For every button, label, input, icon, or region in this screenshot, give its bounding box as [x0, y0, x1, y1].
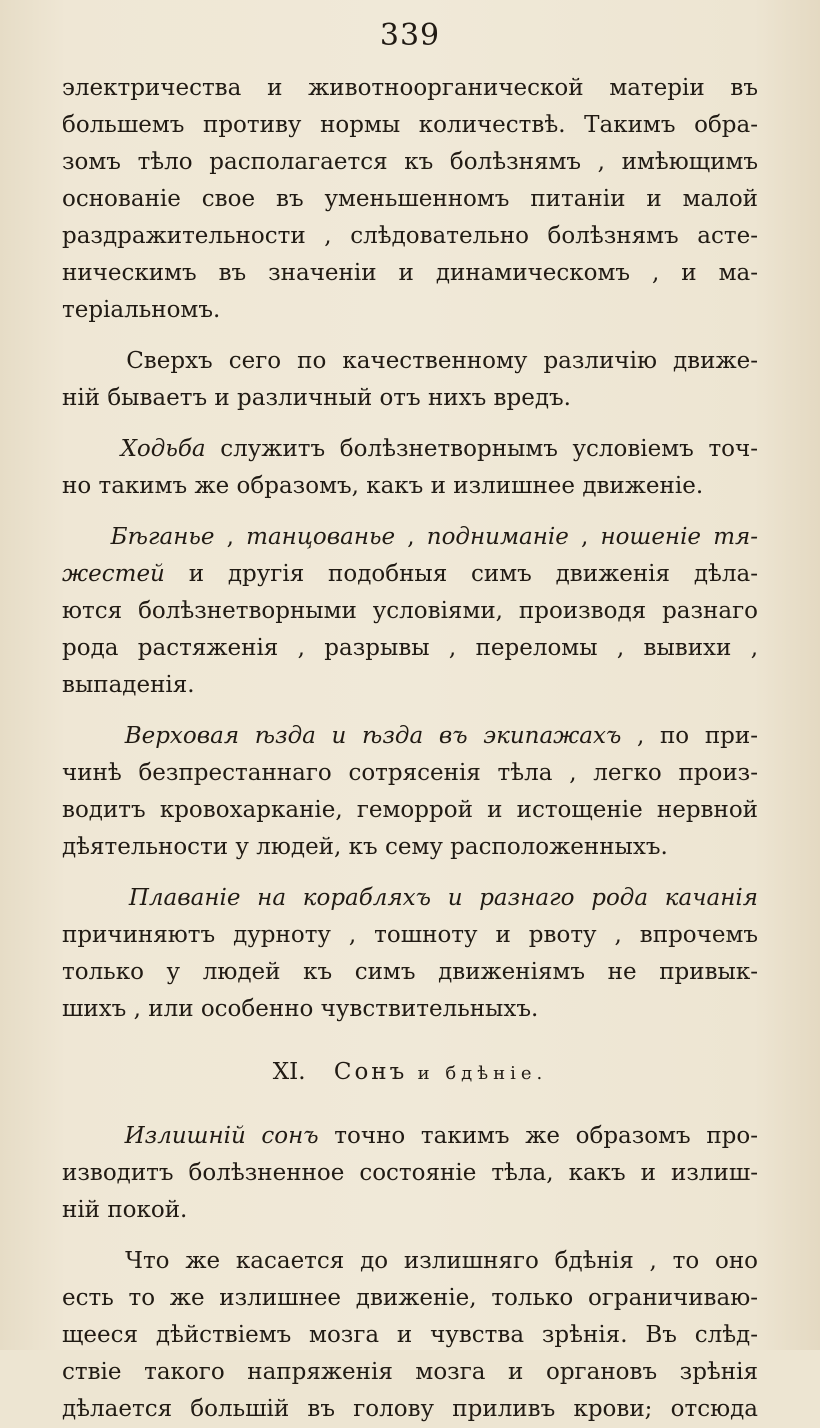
text-line: зомъ тѣло располагается къ болѣзнямъ , имѣющимъ [62, 149, 758, 175]
text-line: изводитъ болѣзненное состояніе тѣла, какъ и излиш- [62, 1160, 758, 1186]
text-line: Излишній сонъ точно такимъ же образомъ про- [124, 1123, 758, 1149]
text-line: шихъ , или особенно чувствительныхъ. [62, 996, 539, 1022]
text-line: Ходьба служитъ болѣзнетворнымъ условіемъ точ- [120, 436, 758, 462]
text-line: ній покой. [62, 1197, 188, 1223]
section-title-rest: и бдѣніе. [417, 1063, 548, 1084]
text-line: только у людей къ симъ движеніямъ не привык- [62, 959, 758, 985]
section-title-word: Сонъ [333, 1059, 408, 1085]
text-line: Плаваніе на корабляхъ и разнаго рода качанія [128, 885, 759, 911]
text-line: водитъ кровохарканіе, геморрой и истощеніе нервной [62, 797, 758, 823]
section-number: XI. [272, 1059, 306, 1085]
text-line: теріальномъ. [62, 297, 221, 323]
text-line: основаніе свое въ уменьшенномъ питаніи и малой [62, 186, 758, 212]
section-heading [62, 1054, 758, 1092]
paragraph-running [62, 519, 758, 704]
paragraph-sailing [62, 880, 758, 1028]
text-line: ствіе такого напряженія мозга и органовъ зрѣнія [62, 1359, 758, 1385]
text-line: дѣлается большій въ голову приливъ крови; отсюда [62, 1396, 758, 1422]
text-line: Бѣганье , танцованье , подниманіе , ношеніе тя- [110, 524, 759, 550]
text-line: ническимъ въ значеніи и динамическомъ , и ма- [62, 260, 758, 286]
text-line: есть то же излишнее движеніе, только ограничиваю- [62, 1285, 758, 1311]
paragraph-riding [62, 718, 758, 866]
text-line: Сверхъ сего по качественному различію движе- [62, 348, 758, 374]
paragraph-walking [62, 431, 758, 505]
paragraph [62, 343, 758, 417]
text-line: чинѣ безпрестаннаго сотрясенія тѣла , легко произ- [62, 760, 758, 786]
text-line: Верховая ѣзда и ѣзда въ экипажахъ , по при- [124, 723, 758, 749]
text-line: электричества и животноорганической матеріи въ [62, 75, 758, 101]
text-line: причиняютъ дурноту , тошноту и рвоту , впрочемъ [62, 922, 758, 948]
paragraph-sleep [62, 1118, 758, 1229]
text-line: большемъ противу нормы количествѣ. Такимъ обра- [62, 112, 758, 138]
text-line: раздражительности , слѣдовательно болѣзнямъ асте- [62, 223, 758, 249]
paragraph [62, 70, 758, 329]
text-line: дѣятельности у людей, къ сему расположенныхъ. [62, 834, 668, 860]
text-line: ются болѣзнетворными условіями, производя разнаго [62, 598, 758, 624]
text-line: рода растяженія , разрывы , переломы , вывихи , [62, 635, 758, 661]
text-line: щееся дѣйствіемъ мозга и чувства зрѣнія. Въ слѣд- [62, 1322, 758, 1348]
text-line: выпаденія. [62, 672, 195, 698]
paragraph-wakefulness [62, 1243, 758, 1428]
text-line: ній бываетъ и различный отъ нихъ вредъ. [62, 385, 571, 411]
text-line: но такимъ же образомъ, какъ и излишнее движеніе. [62, 473, 704, 499]
text-line: жестей и другія подобныя симъ движенія дѣла- [62, 561, 758, 587]
page-number: 339 [379, 18, 441, 53]
text-line: Что же касается до излишняго бдѣнія , то оно [62, 1248, 758, 1274]
